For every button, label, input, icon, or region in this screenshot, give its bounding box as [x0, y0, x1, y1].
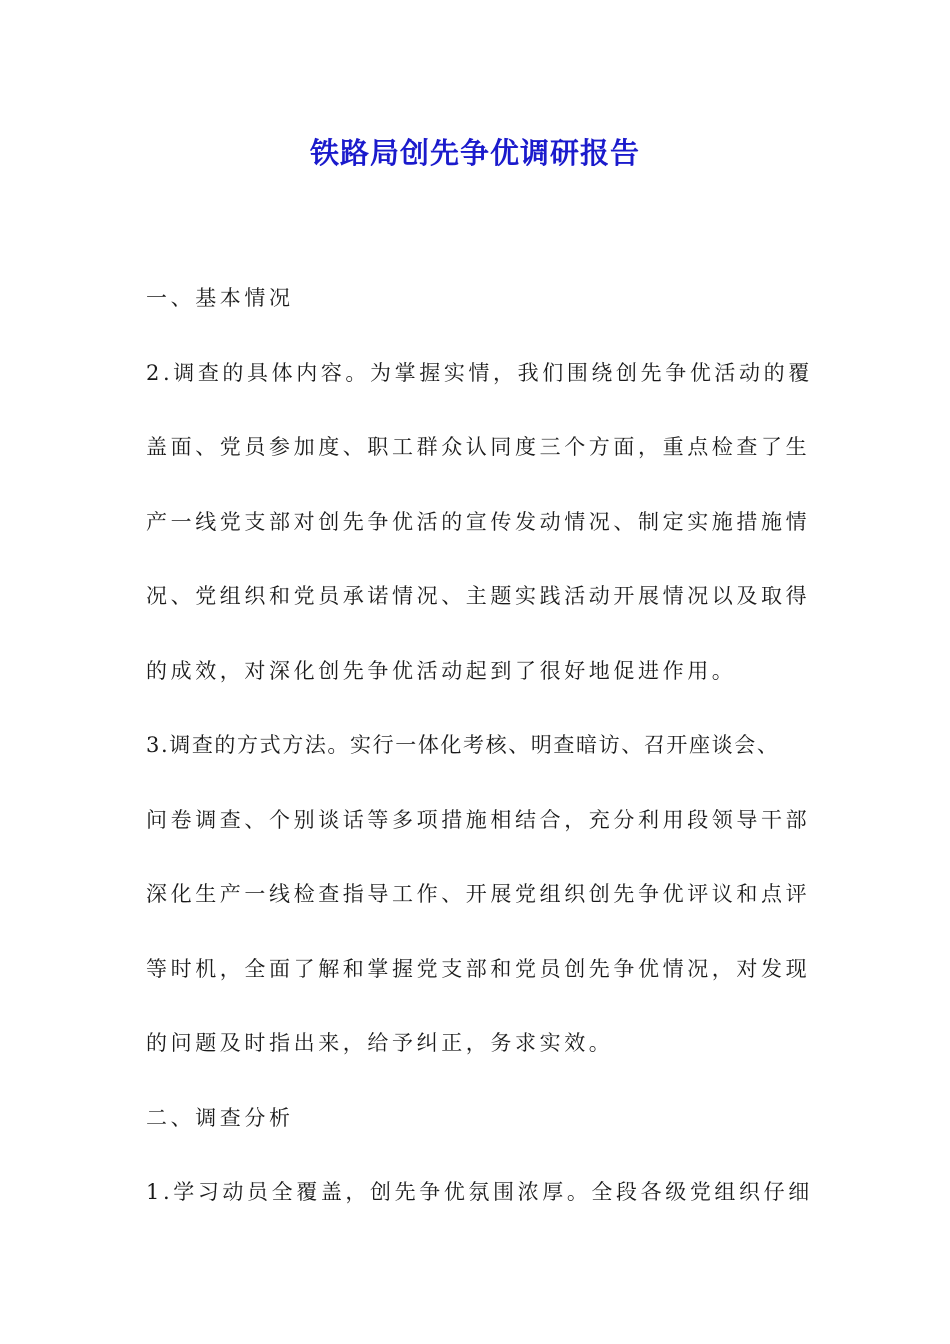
text-line: 2.调查的具体内容。为掌握实情，我们围绕创先争优活动的覆	[146, 360, 813, 385]
text-line: 的问题及时指出来，给予纠正，务求实效。	[146, 1031, 614, 1055]
section-heading: 二、调查分析	[146, 1105, 294, 1130]
text-line: 等时机，全面了解和掌握党支部和党员创先争优情况，对发现	[146, 956, 811, 981]
text-line: 深化生产一线检查指导工作、开展党组织创先争优评议和点评	[146, 882, 811, 906]
section-heading: 一、基本情况	[146, 286, 294, 310]
document-body	[146, 261, 836, 1230]
text-line: 产一线党支部对创先争优活的宣传发动情况、制定实施措施情	[146, 509, 811, 534]
document-title: 铁路局创先争优调研报告	[309, 136, 640, 170]
text-line: 1.学习动员全覆盖，创先争优氛围浓厚。全段各级党组织仔细	[146, 1180, 813, 1204]
text-line: 况、党组织和党员承诺情况、主题实践活动开展情况以及取得	[146, 584, 811, 608]
text-line: 盖面、党员参加度、职工群众认同度三个方面，重点检查了生	[146, 435, 811, 459]
text-line: 3.调查的方式方法。实行一体化考核、明查暗访、召开座谈会、	[146, 733, 780, 757]
text-line: 的成效，对深化创先争优活动起到了很好地促进作用。	[146, 658, 737, 683]
text-line: 问卷调查、个别谈话等多项措施相结合，充分利用段领导干部	[146, 807, 811, 832]
